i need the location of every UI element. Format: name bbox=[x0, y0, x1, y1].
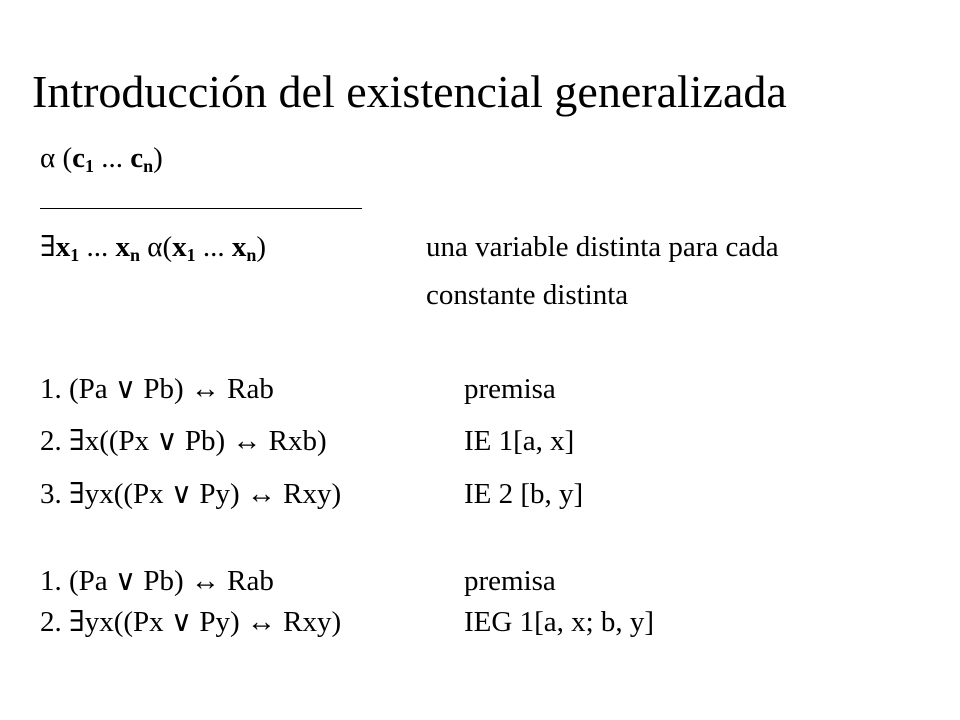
variable-x1: x bbox=[172, 231, 187, 263]
ellipsis: ... bbox=[195, 231, 232, 263]
paren-close: ) bbox=[153, 142, 163, 174]
example2-step-1-formula: 1. (Pa ∨ Pb) ↔ Rab bbox=[40, 565, 274, 597]
alpha-symbol: α bbox=[40, 142, 56, 174]
example1-step-3-justification: IE 2 [b, y] bbox=[464, 478, 584, 510]
paren-close: ) bbox=[256, 231, 267, 263]
constant-cn: c bbox=[130, 142, 144, 174]
subscript-1: 1 bbox=[186, 245, 196, 265]
rule-conclusion bbox=[40, 229, 266, 265]
ellipsis: ... bbox=[94, 142, 131, 174]
subscript-1: 1 bbox=[70, 245, 80, 265]
subscript-1: 1 bbox=[85, 156, 94, 176]
example1-step-1-formula: 1. (Pa ∨ Pb) ↔ Rab bbox=[40, 373, 274, 405]
subscript-n: n bbox=[246, 245, 257, 265]
rule-note-line-2: constante distinta bbox=[426, 279, 629, 311]
example2-step-2-formula: 2. ∃yx((Px ∨ Py) ↔ Rxy) bbox=[40, 606, 342, 638]
paren-open: ( bbox=[162, 231, 173, 263]
example1-step-2-justification: IE 1[a, x] bbox=[464, 425, 575, 457]
subscript-n: n bbox=[143, 156, 154, 176]
example1-step-3-formula: 3. ∃yx((Px ∨ Py) ↔ Rxy) bbox=[40, 478, 342, 510]
alpha-symbol: α bbox=[140, 231, 163, 263]
variable-xn: x bbox=[231, 231, 247, 263]
inference-rule-line bbox=[40, 208, 362, 209]
variable-x1: x bbox=[55, 231, 71, 263]
example2-step-2-justification: IEG 1[a, x; b, y] bbox=[464, 606, 655, 638]
subscript-n: n bbox=[129, 245, 140, 265]
example1-step-2-formula: 2. ∃x((Px ∨ Pb) ↔ Rxb) bbox=[40, 425, 327, 457]
example2-step-1-justification: premisa bbox=[464, 565, 556, 597]
example1-step-1-justification: premisa bbox=[464, 373, 556, 405]
slide-title: Introducción del existencial generalizada bbox=[32, 66, 787, 117]
constant-c1: c bbox=[72, 142, 85, 174]
rule-note-line-1: una variable distinta para cada bbox=[426, 231, 779, 263]
exists-symbol: ∃ bbox=[40, 231, 56, 263]
paren-open: ( bbox=[55, 142, 73, 174]
rule-premise bbox=[40, 140, 163, 176]
variable-xn: x bbox=[115, 231, 130, 263]
ellipsis: ... bbox=[79, 231, 116, 263]
